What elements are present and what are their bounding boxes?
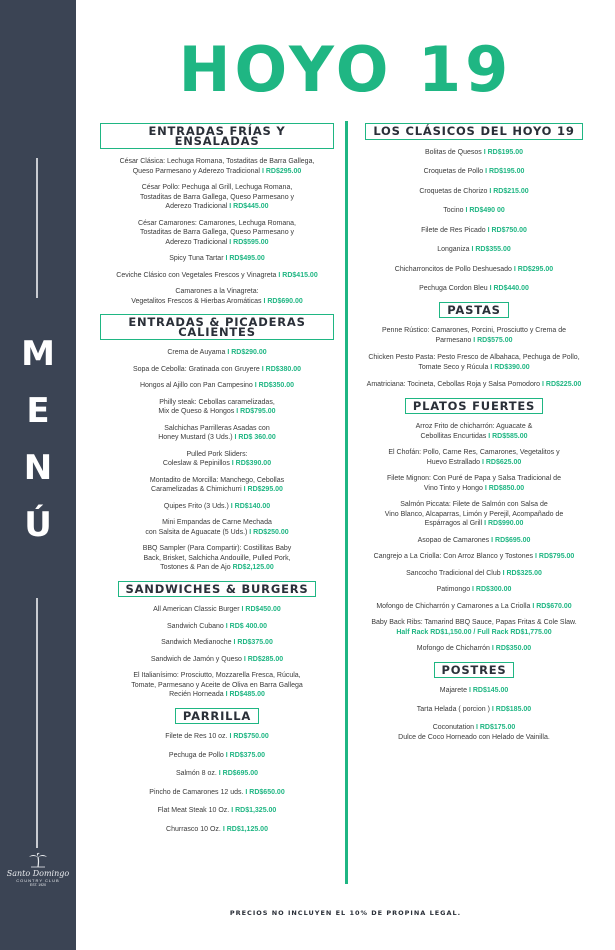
section-parrilla (100, 708, 334, 835)
menu-item-text: Tarta Helada ( porcion ) (416, 705, 490, 713)
menu-item (356, 148, 592, 158)
menu-item (356, 585, 592, 595)
menu-item (356, 705, 592, 715)
menu-item-text: Mofongo de Chicharrón y Camarones a La Criolla (376, 602, 531, 610)
menu-item (100, 638, 334, 648)
menu-item-price: I RD$140.00 (230, 502, 271, 510)
menu-item-price: I RD$285.00 (243, 655, 284, 663)
menu-item-text: Espárragos al Grill (424, 520, 483, 527)
menu-item (356, 723, 592, 742)
menu-item (356, 226, 592, 236)
logo-script: Santo Domingo (6, 869, 70, 878)
menu-item-text: Philly steak: Cebollas caramelizadas, (159, 398, 275, 406)
sidebar-letter: N (23, 448, 53, 488)
menu-item-text: César Camarones: Camarones, Lechuga Romana, (138, 219, 296, 227)
sidebar-letter: E (26, 391, 50, 431)
menu-item (356, 602, 592, 612)
menu-item-text: Filete de Res Picado (421, 226, 486, 234)
menu-item-price: I RD$175.00 (475, 724, 516, 731)
menu-item-price: I RD$215.00 (489, 187, 529, 195)
menu-item-text: Pechuga de Pollo (168, 751, 224, 759)
menu-item-text: Churrasco 10 Oz. (166, 825, 221, 833)
menu-item-price: I RD$350.00 (491, 645, 532, 652)
menu-item-text: Chicken Pesto Pasta: Pesto Fresco de Albahaca, Pechuga de Pollo, (368, 354, 580, 361)
menu-item-text: Caramelizadas & Chimichurri (151, 486, 242, 493)
menu-item-text: Back, Brisket, Salchicha Andouille, Pulled Pork, (143, 554, 291, 562)
logo-est: EST. 1920 (29, 883, 47, 887)
menu-item-text: con Salsita de Aguacate (5 Uds.) (145, 528, 248, 536)
menu-item-text: Penne Rústico: Camarones, Porcini, Prosciutto y Crema de (381, 327, 567, 334)
section-entradas-calientes (100, 314, 334, 573)
menu-item-text: Chicharroncitos de Pollo Deshuesado (394, 265, 512, 273)
club-logo (4, 852, 72, 887)
menu-item-text: Filete de Res 10 oz. (165, 733, 228, 740)
menu-item-price: I RD$295.00 (513, 265, 554, 273)
menu-item-text: Croquetas de Chorizo (419, 187, 488, 195)
menu-item-price: I RD$355.00 (471, 246, 511, 253)
menu-item (100, 788, 334, 798)
menu-item (100, 769, 334, 779)
menu-item (100, 287, 334, 306)
menu-item-text: Tomate Seco y Rúcula (418, 363, 489, 371)
menu-item-text: Vegetalitos Frescos & Hierbas Aromáticas (131, 297, 262, 305)
menu-item (356, 284, 592, 294)
menu-item-text: Salchichas Parrilleras Asadas con (164, 424, 270, 432)
menu-item-text: Pulled Pork Sliders: (186, 450, 248, 458)
menu-item-price: RD$2,125.00 (232, 564, 274, 571)
menu-item-price: I RD$750.00 (487, 226, 527, 234)
menu-item (100, 605, 334, 615)
menu-item (356, 474, 592, 493)
menu-item (100, 502, 334, 512)
menu-item-text: Salmón 8 oz. (175, 770, 217, 777)
section-entradas-frias (100, 123, 334, 306)
section-heading: SANDWICHES & BURGERS (118, 581, 317, 598)
page-title: HOYO 19 (178, 33, 513, 106)
menu-item-price: I RD$490 00 (465, 207, 505, 214)
menu-item-text: Camarones a la Vinagreta: (175, 288, 259, 295)
menu-item-text: Mofongo de Chicharrón (416, 645, 490, 652)
menu-item-text: Sancocho Tradicional del Club (406, 569, 501, 577)
menu-item-text: Honey Mustard (3 Uds.) (158, 434, 233, 441)
menu-item (356, 326, 592, 345)
menu-item-text: Dulce de Coco Horneado con Helado de Vainilla. (398, 733, 550, 741)
menu-item-text: Spicy Tuna Tartar (169, 255, 224, 262)
menu-item (356, 686, 592, 696)
menu-item-price: I RD$290.00 (227, 349, 267, 356)
menu-item-text: Queso Parmesano y Aderezo Tradicional (132, 167, 260, 175)
menu-item (100, 518, 334, 537)
menu-item-price: I RD$1,125.00 (222, 825, 268, 833)
menu-item-text: Sandwich Cubano (166, 622, 224, 630)
menu-item-text: César Clásica: Lechuga Romana, Tostaditas de Barra Gallega, (119, 158, 315, 165)
menu-item-text: Vino Blanco, Alcaparras, Limón y Perejil, Acompañado de (384, 510, 564, 518)
menu-item (356, 552, 592, 562)
menu-item-text: Tostaditas de Barra Gallega, Queso Parmesano y (139, 193, 295, 201)
section-heading: ENTRADAS & PICADERAS CALIENTES (100, 314, 334, 340)
sidebar-bottom-line (36, 598, 38, 848)
section-heading: POSTRES (434, 662, 515, 679)
menu-item-text: Salmón Piccata: Filete de Salmón con Salsa de (400, 501, 548, 508)
menu-item-text: Baby Back Ribs: Tamarind BBQ Sauce, Papas Fritas & Cole Slaw. (371, 619, 577, 626)
menu-item-price: I RD$670.00 (532, 602, 572, 610)
menu-item (100, 732, 334, 742)
menu-item-price: I RD$450.00 (241, 606, 281, 613)
menu-item-text: Aderezo Tradicional (165, 203, 228, 210)
menu-item-text: César Pollo: Pechuga al Grill, Lechuga Romana, (141, 184, 293, 191)
section-postres (356, 662, 592, 743)
section-pastas (356, 302, 592, 390)
menu-item (100, 671, 334, 700)
menu-item (100, 271, 334, 281)
menu-item-text: Tostones & Pan de Ajo (160, 564, 231, 571)
menu-item-price: I RD$195.00 (483, 148, 524, 156)
menu-item-text: Recién Horneada (169, 691, 224, 698)
menu-item-text: Tostaditas de Barra Gallega, Queso Parmesano y (139, 229, 295, 236)
menu-item-price: I RD$440.00 (489, 285, 529, 292)
menu-item (100, 751, 334, 761)
menu-item-text: Flat Meat Steak 10 Oz. (157, 807, 230, 814)
menu-item-price: I RD$ 400.00 (225, 622, 268, 630)
menu-item-price: I RD$695.00 (218, 770, 259, 777)
left-column (100, 123, 334, 834)
menu-item-price: I RD$795.00 (535, 553, 575, 560)
menu-item-price: I RD$695.00 (491, 536, 531, 544)
menu-item (100, 424, 334, 443)
menu-item-price: I RD$850.00 (484, 484, 525, 492)
menu-item-price: I RD$445.00 (229, 203, 269, 210)
menu-item (100, 381, 334, 391)
menu-item (100, 622, 334, 632)
menu-item-price: I RD$1,325.00 (231, 807, 277, 814)
menu-item-text: Crema de Auyama (167, 349, 226, 356)
right-column (356, 123, 592, 742)
menu-item-text: Croquetas de Pollo (423, 168, 484, 175)
logo-club: COUNTRY CLUB (16, 878, 60, 883)
menu-item-price: I RD$295.00 (243, 486, 283, 493)
menu-item-price: I RD$625.00 (481, 458, 522, 466)
section-sandwiches (100, 581, 334, 700)
menu-item-price: I RD$375.00 (225, 751, 266, 759)
menu-item (356, 644, 592, 654)
menu-item-price: I RD$300.00 (472, 586, 512, 593)
menu-item (100, 365, 334, 375)
menu-item-price: I RD$485.00 (225, 691, 265, 698)
menu-item-text: Vino Tinto y Hongo (423, 484, 483, 492)
menu-item-price: I RD$390.00 (231, 460, 272, 467)
menu-item-text: BBQ Sampler (Para Compartir): Costillitas Baby (142, 545, 292, 552)
menu-item-text: Sandwich Medianoche (161, 639, 232, 646)
menu-item-text: Mini Empandas de Carne Mechada (162, 519, 272, 526)
menu-item-price: I RD$795.00 (236, 408, 276, 415)
menu-item-price: I RD$585.00 (488, 432, 528, 440)
section-clasicos (356, 123, 592, 294)
menu-item-price: I RD$145.00 (468, 687, 509, 694)
menu-item-text: Filete Mignon: Con Puré de Papa y Salsa Tradicional de (387, 475, 561, 482)
menu-item-text: Pincho de Camarones 12 uds. (149, 788, 244, 796)
menu-item-text: All American Classic Burger (153, 606, 240, 613)
menu-item-price: I RD$415.00 (278, 271, 318, 279)
menu-item-price: I RD$575.00 (473, 336, 513, 344)
sidebar (0, 0, 76, 950)
menu-item-price: I RD$390.00 (490, 363, 530, 371)
menu-item-text: Patimongo (436, 586, 471, 593)
menu-item-price: I RD$495.00 (225, 255, 265, 262)
menu-item (100, 348, 334, 358)
menu-item-price: I RD$325.00 (502, 569, 542, 577)
section-heading: PARRILLA (175, 708, 259, 725)
menu-item-text: Cebollitas Encurtidas (420, 432, 487, 440)
menu-item-text: Asopao de Camarones (417, 536, 490, 544)
menu-item-text: Mix de Queso & Hongos (158, 408, 235, 415)
menu-item (100, 655, 334, 665)
menu-item (100, 183, 334, 212)
menu-item (356, 167, 592, 177)
menu-item-text: Longaniza (437, 246, 470, 253)
palm-tree-icon (27, 852, 49, 868)
menu-item-text: El Italianísimo: Prosciutto, Mozzarella Fresca, Rúcula, (133, 672, 301, 679)
menu-item-text: Coleslaw & Pepinillos (162, 460, 230, 467)
menu-item-price: I RD$690.00 (263, 297, 303, 305)
menu-item-price: I RD$750.00 (229, 733, 269, 740)
menu-item-text: Hongos al Ajillo con Pan Campesino (139, 382, 253, 389)
menu-item-text: Sopa de Cebolla: Gratinada con Gruyere (132, 365, 260, 373)
menu-item-price: I RD$650.00 (245, 788, 285, 796)
menu-item-text: Majarete (439, 687, 467, 694)
menu-item (100, 254, 334, 264)
menu-item (356, 569, 592, 579)
menu-item (100, 157, 334, 176)
menu-item (100, 450, 334, 469)
menu-item-text: Cangrejo a La Criolla: Con Arroz Blanco y Tostones (373, 553, 534, 560)
menu-item-text: Amatriciana: Tocineta, Cebollas Roja y Salsa Pomodoro (366, 381, 541, 388)
menu-item (356, 536, 592, 546)
section-heading: PLATOS FUERTES (405, 398, 543, 415)
sidebar-letter: Ú (24, 505, 52, 545)
menu-item (356, 380, 592, 390)
menu-item-price: I RD$380.00 (261, 365, 302, 373)
footer-note: PRECIOS NO INCLUYEN EL 10% DE PROPINA LEGAL. (229, 909, 462, 917)
menu-item (100, 806, 334, 816)
menu-item (356, 448, 592, 467)
menu-item-text: Tocino (443, 207, 464, 214)
menu-item-price: I RD$225.00 (542, 381, 582, 388)
menu-item-price: I RD$295.00 (261, 167, 302, 175)
menu-item-text: Ceviche Clásico con Vegetales Frescos y Vinagreta (116, 271, 277, 279)
menu-item-price: I RD$250.00 (249, 528, 289, 536)
menu-item-text: Montadito de Morcilla: Manchego, Cebollas (149, 476, 285, 484)
menu-item-text: Coconutation (432, 724, 474, 731)
menu-item-text: Pechuga Cordon Bleu (419, 285, 488, 292)
menu-item (100, 219, 334, 248)
section-platos-fuertes (356, 398, 592, 654)
menu-item-text: Huevo Estrallado (426, 458, 481, 466)
menu-item (356, 206, 592, 216)
menu-item-price: I RD$195.00 (485, 168, 525, 175)
menu-item-text: Bolitas de Quesos (424, 148, 482, 156)
menu-item-price: Half Rack RD$1,150.00 / Full Rack RD$1,775.00 (396, 628, 552, 636)
section-heading: PASTAS (439, 302, 509, 319)
menu-item-text: Arroz Frito de chicharrón: Aguacate & (415, 423, 533, 430)
menu-item-text: Quipes Frito (3 Uds.) (163, 502, 229, 510)
sidebar-menu-word (0, 326, 76, 554)
menu-item (100, 544, 334, 573)
menu-item-text: Sandwich de Jamón y Queso (150, 655, 242, 663)
menu-item (100, 398, 334, 417)
menu-item (356, 353, 592, 372)
menu-item-text: Parmesano (435, 336, 472, 344)
menu-item (356, 265, 592, 275)
menu-item-price: I RD$595.00 (229, 238, 269, 246)
menu-item (356, 500, 592, 529)
menu-item-price: I RD$ 360.00 (234, 434, 276, 441)
menu-item (100, 476, 334, 495)
menu-item-text: El Chofán: Pollo, Carne Res, Camarones, Vegetalitos y (388, 449, 560, 456)
sidebar-top-line (36, 158, 38, 298)
sidebar-letter: M (21, 334, 55, 374)
menu-item (356, 245, 592, 255)
menu-item-price: I RD$350.00 (254, 382, 295, 389)
menu-item (356, 618, 592, 637)
menu-item-text: Tomate, Parmesano y Aceite de Oliva en Barra Gallega (131, 681, 303, 689)
menu-item-price: I RD$185.00 (491, 705, 532, 713)
menu-item (356, 422, 592, 441)
menu-item-price: I RD$375.00 (233, 639, 273, 646)
column-divider (345, 121, 348, 884)
section-heading: ENTRADAS FRÍAS Y ENSALADAS (100, 123, 334, 149)
section-heading: LOS CLÁSICOS DEL HOYO 19 (365, 123, 582, 140)
menu-item-text: Aderezo Tradicional (165, 238, 228, 246)
menu-item-price: I RD$990.00 (484, 520, 524, 527)
menu-item (100, 825, 334, 835)
menu-item (356, 187, 592, 197)
